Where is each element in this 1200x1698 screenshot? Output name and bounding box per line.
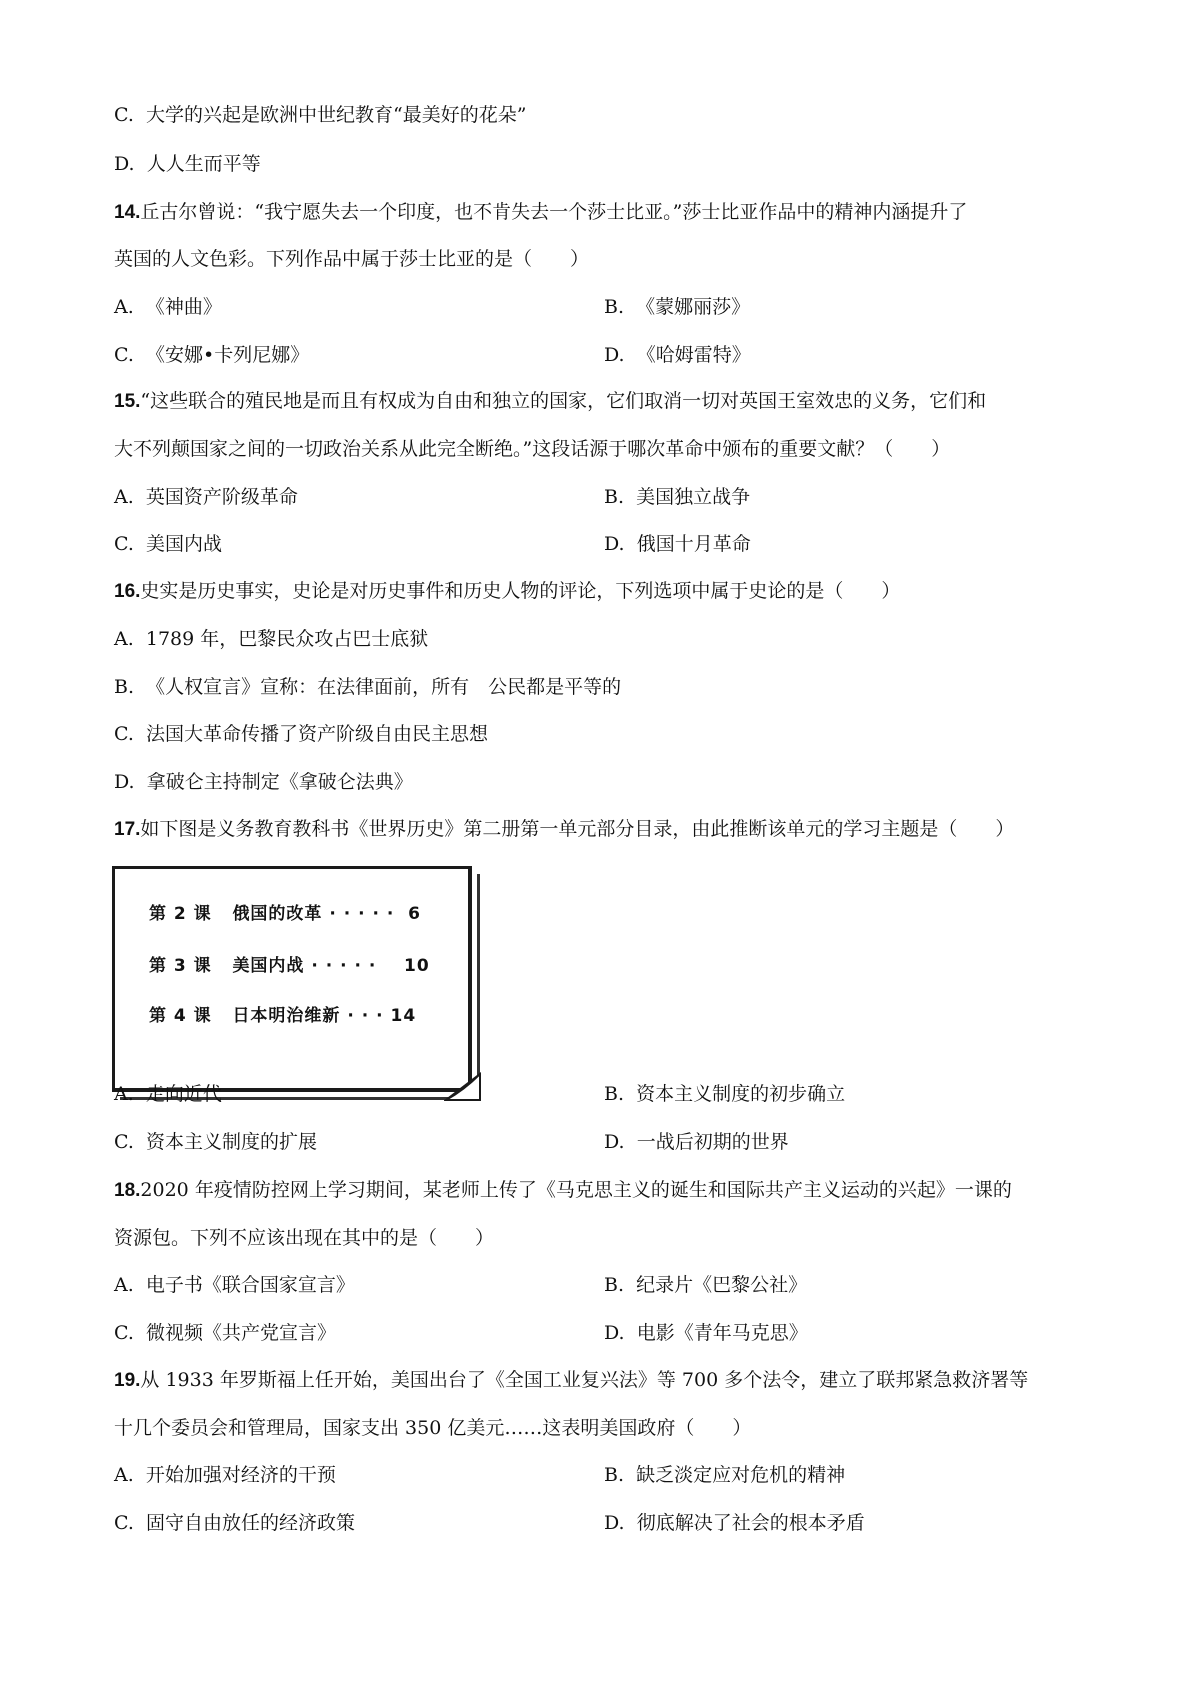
- option-letter: D.: [604, 1322, 625, 1344]
- option-letter: D.: [604, 1512, 625, 1534]
- option-text: 资本主义制度的扩展: [146, 1131, 318, 1153]
- option-letter: D.: [114, 153, 135, 175]
- toc-dots: · · ·: [347, 1006, 384, 1026]
- option-letter: A.: [114, 296, 134, 318]
- question-number: 16.: [114, 581, 141, 602]
- option-letter: C.: [114, 1131, 134, 1153]
- option-letter: D.: [604, 344, 625, 366]
- question-stem-text: “这些联合的殖民地是而且有权成为自由和独立的国家，它们取消一切对英国王室效忠的义务，它们和: [140, 390, 987, 412]
- option-text: 缺乏淡定应对危机的精神: [636, 1464, 846, 1486]
- option-letter: B.: [604, 1464, 625, 1486]
- q19-stem-line-1: [114, 1368, 1028, 1393]
- option-letter: B.: [604, 296, 625, 318]
- q16-option-d: [114, 770, 413, 794]
- q16-stem-line-1: [114, 579, 900, 604]
- q15-stem-line-1: [114, 389, 986, 414]
- q16-option-a: [114, 627, 428, 651]
- question-number: 15.: [114, 391, 141, 412]
- option-letter: D.: [604, 533, 625, 555]
- toc-row: [149, 951, 430, 976]
- q14-stem-line-1: [114, 200, 967, 225]
- question-number: 17.: [114, 819, 141, 840]
- q13-option-d: [114, 152, 261, 176]
- question-number: 14.: [114, 202, 141, 223]
- q14-option-c: [114, 343, 309, 367]
- q19-option-a: [114, 1463, 336, 1487]
- q14-option-a: [114, 295, 222, 319]
- option-letter: D.: [604, 1131, 625, 1153]
- option-letter: C.: [114, 344, 134, 366]
- option-text: 拿破仑主持制定《拿破仑法典》: [146, 771, 413, 793]
- toc-title: 俄国的改革: [232, 904, 323, 924]
- q14-option-d: [604, 343, 751, 367]
- option-letter: B.: [604, 486, 625, 508]
- q15-option-d: [604, 532, 751, 556]
- toc-lesson: 第 4 课: [149, 1006, 212, 1026]
- option-letter: C.: [114, 1322, 134, 1344]
- question-stem-text: 史实是历史事实，史论是对历史事件和历史人物的评论，下列选项中属于史论的是（ ）: [140, 580, 901, 602]
- q14-option-b: [604, 295, 750, 319]
- option-letter: C.: [114, 104, 134, 126]
- option-letter: D.: [114, 771, 135, 793]
- option-letter: C.: [114, 723, 134, 745]
- q18-option-b: [604, 1273, 807, 1297]
- option-text: 英国资产阶级革命: [145, 486, 298, 508]
- option-letter: A.: [114, 1083, 134, 1105]
- toc-title: 美国内战: [232, 956, 305, 976]
- page-curl-icon: [444, 1072, 482, 1102]
- option-text: 微视频《共产党宣言》: [146, 1322, 337, 1344]
- q17-option-a: [114, 1082, 222, 1106]
- option-letter: A.: [114, 486, 134, 508]
- q15-option-b: [604, 485, 750, 509]
- q18-option-a: [114, 1273, 355, 1297]
- q17-option-b: [604, 1082, 845, 1106]
- toc-lesson: 第 3 课: [149, 956, 212, 976]
- q16-option-c: [114, 722, 488, 746]
- option-text: 美国内战: [146, 533, 223, 555]
- question-stem-text: 从 1933 年罗斯福上任开始，美国出台了《全国工业复兴法》等 700 多个法令，建立了联邦紧急救济署等: [140, 1369, 1029, 1391]
- question-stem-text: 十几个委员会和管理局，国家支出 350 亿美元……这表明美国政府（ ）: [114, 1417, 752, 1439]
- q15-option-a: [114, 485, 298, 509]
- question-stem-text: 资源包。下列不应该出现在其中的是（ ）: [114, 1227, 495, 1249]
- option-letter: C.: [114, 533, 134, 555]
- option-text: 开始加强对经济的干预: [145, 1464, 336, 1486]
- q15-option-c: [114, 532, 222, 556]
- figure-frame: [112, 866, 472, 1092]
- option-text: 《安娜•卡列尼娜》: [146, 344, 310, 366]
- option-letter: B.: [604, 1083, 625, 1105]
- option-text: 电影《青年马克思》: [636, 1322, 808, 1344]
- question-stem-text: 2020 年疫情防控网上学习期间，某老师上传了《马克思主义的诞生和国际共产主义运动的兴起》一课的: [140, 1179, 1012, 1201]
- option-text: 资本主义制度的初步确立: [636, 1083, 846, 1105]
- option-text: 电子书《联合国家宣言》: [145, 1274, 355, 1296]
- q17-option-d: [604, 1130, 789, 1154]
- toc-dots: · · · · ·: [329, 904, 395, 924]
- option-text: 走向近代: [145, 1083, 222, 1105]
- option-text: 《人权宣言》宣称：在法律面前，所有 公民都是平等的: [146, 676, 622, 698]
- toc-title: 日本明治维新: [232, 1006, 341, 1026]
- toc-page: 6: [408, 904, 422, 924]
- question-number: 18.: [114, 1180, 141, 1201]
- option-text: 美国独立战争: [636, 486, 751, 508]
- option-text: 《哈姆雷特》: [636, 344, 751, 366]
- question-stem-text: 丘古尔曾说：“我宁愿失去一个印度，也不肯失去一个莎士比亚。”莎士比亚作品中的精神内涵提升了: [140, 201, 968, 223]
- q19-option-d: [604, 1511, 865, 1535]
- option-text: 《神曲》: [145, 296, 222, 318]
- toc-dots: · · · · ·: [311, 956, 377, 976]
- option-text: 人人生而平等: [146, 153, 261, 175]
- option-text: 俄国十月革命: [636, 533, 751, 555]
- option-text: 1789 年，巴黎民众攻占巴士底狱: [145, 628, 429, 650]
- option-letter: A.: [114, 628, 134, 650]
- question-stem-text: 如下图是义务教育教科书《世界历史》第二册第一单元部分目录，由此推断该单元的学习主题是（ ）: [140, 818, 1015, 840]
- q19-option-b: [604, 1463, 845, 1487]
- option-text: 彻底解决了社会的根本矛盾: [636, 1512, 865, 1534]
- toc-row: [149, 899, 421, 924]
- toc-page: 14: [390, 1006, 417, 1026]
- q13-option-c: [114, 103, 526, 127]
- option-text: 法国大革命传播了资产阶级自由民主思想: [146, 723, 489, 745]
- option-letter: B.: [604, 1274, 625, 1296]
- option-letter: A.: [114, 1274, 134, 1296]
- table-of-contents-figure: [112, 866, 484, 1104]
- q18-option-c: [114, 1321, 336, 1345]
- option-text: 纪录片《巴黎公社》: [636, 1274, 808, 1296]
- option-letter: C.: [114, 1512, 134, 1534]
- q15-stem-line-2: [114, 437, 950, 461]
- toc-page: 10: [404, 956, 430, 976]
- option-text: 一战后初期的世界: [636, 1131, 789, 1153]
- q16-option-b: [114, 675, 621, 699]
- q17-stem-line-1: [114, 817, 1014, 842]
- q17-option-c: [114, 1130, 317, 1154]
- option-text: 《蒙娜丽莎》: [636, 296, 751, 318]
- toc-lesson: 第 2 课: [149, 904, 212, 924]
- q14-stem-line-2: [114, 247, 589, 271]
- option-letter: A.: [114, 1464, 134, 1486]
- question-stem-text: 英国的人文色彩。下列作品中属于莎士比亚的是（ ）: [114, 248, 590, 270]
- option-letter: B.: [114, 676, 135, 698]
- question-number: 19.: [114, 1370, 141, 1391]
- option-text: 固守自由放任的经济政策: [146, 1512, 356, 1534]
- q19-stem-line-2: [114, 1416, 751, 1440]
- question-stem-text: 大不列颠国家之间的一切政治关系从此完全断绝。”这段话源于哪次革命中颁布的重要文献？（ ）: [114, 438, 951, 460]
- toc-row: [149, 1001, 416, 1026]
- q18-option-d: [604, 1321, 808, 1345]
- q18-stem-line-1: [114, 1178, 1012, 1203]
- option-text: 大学的兴起是欧洲中世纪教育“最美好的花朵”: [146, 104, 527, 126]
- q19-option-c: [114, 1511, 355, 1535]
- q18-stem-line-2: [114, 1226, 494, 1250]
